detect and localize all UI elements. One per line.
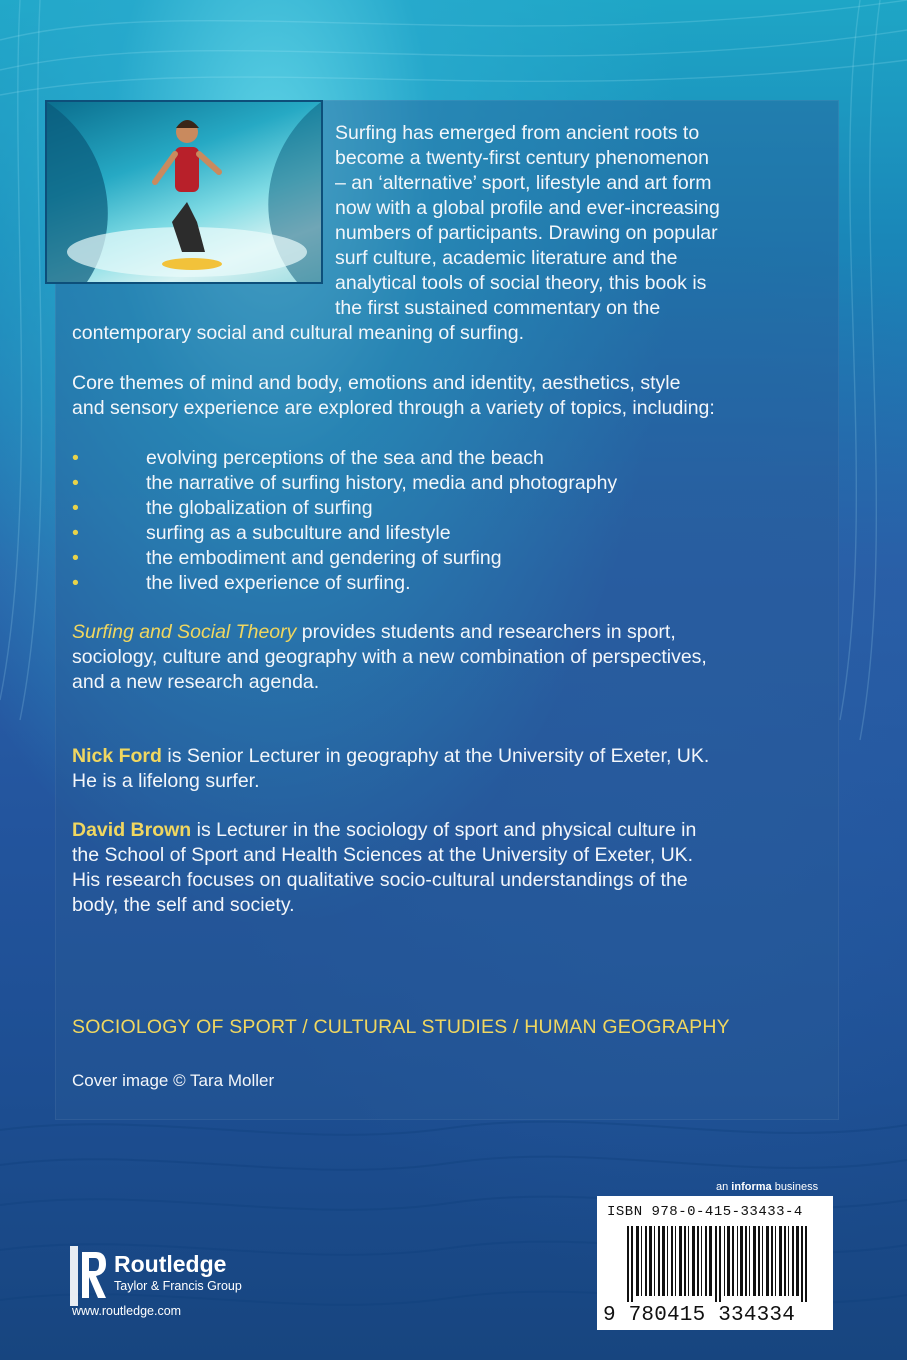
isbn-label: ISBN 978-0-415-33433-4	[607, 1204, 803, 1220]
bullet-icon: •	[72, 497, 79, 519]
author-bio-ford: Nick Ford is Senior Lecturer in geography at the University of Exeter, UK. He is a lifelong surfer.	[72, 745, 710, 792]
themes-line: and sensory experience are explored through a variety of topics, including:	[72, 397, 715, 419]
list-item: • surfing as a subculture and lifestyle	[72, 522, 451, 544]
book-title: Surfing and Social Theory	[72, 621, 297, 643]
bullet-icon: •	[72, 447, 79, 469]
intro-line: Surfing has emerged from ancient roots to	[335, 122, 700, 144]
list-item: • the embodiment and gendering of surfing	[72, 547, 502, 569]
barcode-number: 9 780415 334334	[603, 1304, 796, 1327]
publisher-name: Routledge	[114, 1251, 227, 1277]
intro-last-line: contemporary social and cultural meaning of surfing.	[72, 322, 524, 344]
list-item: • evolving perceptions of the sea and the beach	[72, 447, 544, 469]
intro-paragraph	[335, 121, 805, 321]
intro-line: analytical tools of social theory, this book is	[335, 272, 707, 294]
intro-line: the first sustained commentary on the	[335, 297, 661, 319]
author-name: David Brown	[72, 819, 192, 841]
author-bio-brown: David Brown is Lecturer in the sociology of sport and physical culture in the School of Sport and Health Sciences at the University of Exeter, UK. His research focuses on qualitative socio-cultural understandings of the body, the self and society.	[72, 819, 697, 916]
bullet-icon: •	[72, 572, 79, 594]
author-name: Nick Ford	[72, 745, 162, 767]
list-item: • the globalization of surfing	[72, 497, 373, 519]
list-item: • the narrative of surfing history, media and photography	[72, 472, 618, 494]
barcode	[597, 1196, 833, 1330]
themes-line: Core themes of mind and body, emotions and identity, aesthetics, style	[72, 372, 681, 394]
list-item: • the lived experience of surfing.	[72, 572, 411, 594]
cover-credit: Cover image © Tara Moller	[72, 1071, 275, 1090]
publisher-group: Taylor & Francis Group	[114, 1279, 242, 1293]
barcode-bars	[627, 1226, 807, 1302]
intro-line: numbers of participants. Drawing on popular	[335, 222, 718, 244]
intro-line: – an ‘alternative’ sport, lifestyle and art form	[335, 172, 712, 194]
surfer-photo	[45, 100, 323, 284]
intro-line: surf culture, academic literature and the	[335, 247, 678, 269]
subject-categories: SOCIOLOGY OF SPORT / CULTURAL STUDIES / HUMAN GEOGRAPHY	[72, 1016, 730, 1038]
routledge-logo-icon	[70, 1246, 108, 1306]
closing-paragraph: Surfing and Social Theory provides students and researchers in sport, sociology, culture and geography with a new combination of perspectives, and a new research agenda.	[72, 621, 707, 693]
informa-tagline: an informa business	[716, 1181, 819, 1193]
intro-line: now with a global profile and ever-increasing	[335, 197, 720, 219]
themes-paragraph	[72, 371, 832, 421]
intro-line: become a twenty-first century phenomenon	[335, 147, 709, 169]
publisher-url[interactable]: www.routledge.com	[72, 1304, 182, 1318]
bullet-icon: •	[72, 547, 79, 569]
bullet-icon: •	[72, 472, 79, 494]
bullet-icon: •	[72, 522, 79, 544]
topics-list	[72, 446, 617, 596]
